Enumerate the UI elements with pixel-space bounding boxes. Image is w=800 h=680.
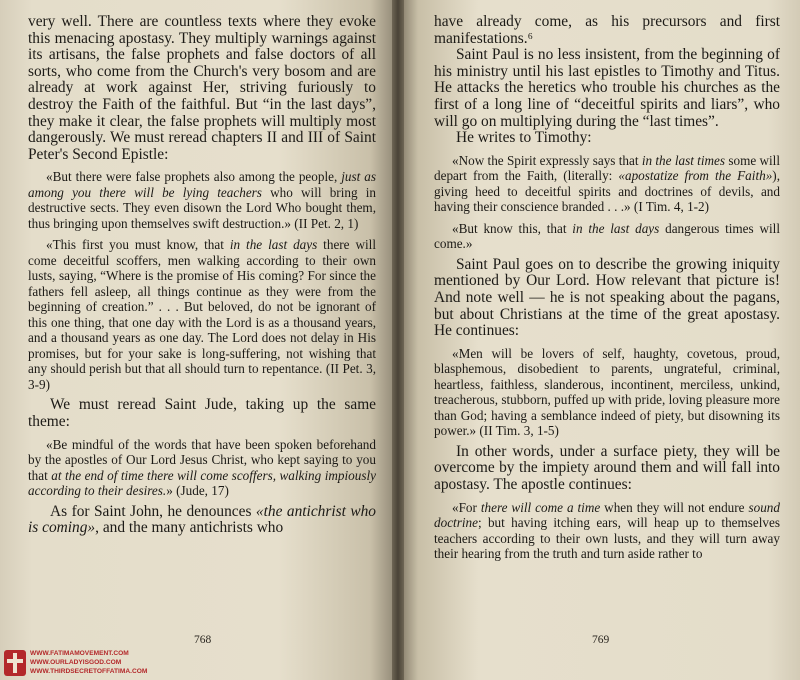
right-paragraph-4: Saint Paul goes on to describe the growing iniquity mentioned by Our Lord. How relevant that picture is! And note well — he is not speaking about the pagans, but about Christians at the time of the great apostasy. He continues: — [434, 255, 780, 340]
page-number-left: 768 — [194, 634, 212, 646]
left-paragraph-1: very well. There are countless texts where they evoke this menacing apostasy. They multiply warnings against its artisans, the false prophets and false doctors of all sorts, who come from the Church's very bosom and are already at work against Her, striving furiously to destroy the Faith of the faithful. But “in the last days”, they make it clear, the false prophets will multiply most dangerously. We must reread chapters II and III of Saint Peter's Second Epistle: — [28, 13, 376, 163]
left-paragraph-2: We must reread Saint Jude, taking up the same theme: — [28, 396, 376, 430]
page-number-right: 769 — [592, 634, 610, 646]
left-quote-1: «But there were false prophets also among the people, just as among you there will be lying teachers who will bring in destructive sects. They even disown the Lord Who bought them, thus bringing upon themselves swift destruction.» (II Pet. 2, 1) — [28, 169, 376, 231]
right-quote-4: «For there will come a time when they will not endure sound doctrine; but having itching ears, will heap up to themselves teachers according to their own lusts, and they will turn away their hearing from the truth and turn aside rather to — [434, 499, 780, 561]
seal-icon — [4, 650, 26, 676]
right-paragraph-3: He writes to Timothy: — [456, 129, 592, 147]
right-paragraph-2: Saint Paul is no less insistent, from the beginning of his ministry until his last epistles to Timothy and Titus. He attacks the heretics who trouble his churches as the first of a long line of “deceitful spirits and liars”, who will go on multiplying during the “last times”. — [434, 46, 780, 130]
watermark-line-2: WWW.OURLADYISGOD.COM — [30, 659, 122, 666]
left-quote-2: «This first you must know, that in the last days there will come deceitful scoffers, men walking according to their own lusts, saying, “Where is the promise of His coming? For since the fathers fell asleep, all things continue as they were from the beginning of creation.” . . . But beloved, do not be ignorant of this one thing, that one day with the Lord is as a thousand years, and a thousand years as one day. The Lord does not delay in His promises, but for your sake is long-suffering, not wishing that any should perish but that all should turn to repentance. (II Pet. 3, 3-9) — [28, 237, 376, 392]
right-quote-3: «Men will be lovers of self, haughty, covetous, proud, blasphemous, disobedient to parents, ungrateful, criminal, heartless, faithless, slanderous, incontinent, merciless, unkind, treacherous, stubborn, puffed up with pride, loving pleasure more than God; having a semblance indeed of piety, but disowning its power.» (II Tim. 3, 1-5) — [434, 345, 780, 439]
right-quote-1: «Now the Spirit expressly says that in the last times some will depart from the Faith, (literally: «apostatize from the Faith»), giving heed to deceitful spirits and doctrines of devils, and having their conscience branded . . .» (I Tim. 4, 1-2) — [434, 152, 781, 215]
watermark-line-3: WWW.THIRDSECRETOFFATIMA.COM — [30, 668, 148, 675]
left-quote-3: «Be mindful of the words that have been spoken beforehand by the apostles of Our Lord Jesus Christ, who kept saying to you that at the end of time there will come scoffers, walking impiously according to their desires.» (Jude, 17) — [28, 436, 377, 499]
right-page — [398, 0, 800, 680]
right-quote-2: «But know this, that in the last days dangerous times will come.» — [434, 220, 780, 252]
watermark-text — [30, 649, 147, 676]
right-paragraph-5: In other words, under a surface piety, they will be overcome by the impiety around them and will fall into apostasy. The apostle continues: — [434, 442, 780, 493]
left-page — [0, 0, 398, 680]
watermark — [4, 648, 174, 678]
left-paragraph-3: As for Saint John, he denounces «the antichrist who is coming», and the many antichrists who — [28, 502, 376, 537]
right-paragraph-1: have already come, as his precursors and first manifestations.⁶ — [434, 13, 780, 47]
watermark-line-1: WWW.FATIMAMOVEMENT.COM — [30, 650, 129, 657]
book-gutter — [392, 0, 404, 680]
